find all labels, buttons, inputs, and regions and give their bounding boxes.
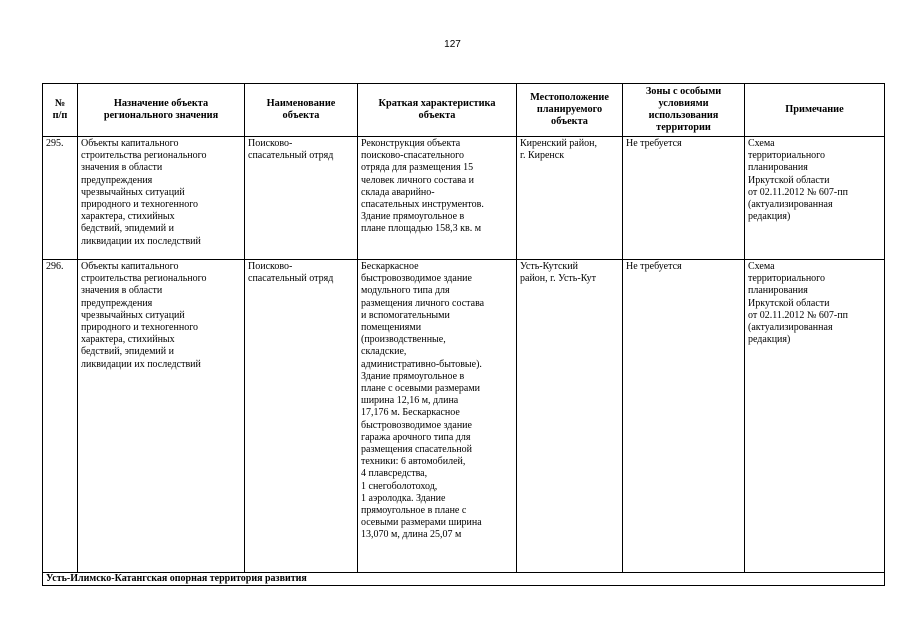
row-purpose: Объекты капитального строительства регионального значения в области предупреждения чрезвычайных ситуаций природного и техногенного характера, стихийных бедствий, эпидемий и ликвидации их последствий bbox=[78, 260, 245, 573]
header-number: № п/п bbox=[43, 84, 78, 137]
header-description: Краткая характеристика объекта bbox=[358, 84, 517, 137]
row-note: Схема территориального планирования Иркутской области от 02.11.2012 № 607-пп (актуализированная редакция) bbox=[745, 137, 885, 260]
section-row bbox=[43, 573, 885, 586]
row-object-name: Поисково- спасательный отряд bbox=[245, 260, 358, 573]
row-purpose: Объекты капитального строительства регионального значения в области предупреждения чрезвычайных ситуаций природного и техногенного характера, стихийных бедствий, эпидемий и ликвидации их последствий bbox=[78, 137, 245, 260]
header-purpose: Назначение объекта регионального значения bbox=[78, 84, 245, 137]
row-object-name: Поисково- спасательный отряд bbox=[245, 137, 358, 260]
header-zones: Зоны с особыми условиями использования территории bbox=[623, 84, 745, 137]
table-row bbox=[43, 137, 885, 260]
table-header-row bbox=[43, 84, 885, 137]
table-row bbox=[43, 260, 885, 573]
row-location: Киренский район, г. Киренск bbox=[517, 137, 623, 260]
page-number: 127 bbox=[444, 39, 461, 50]
row-note: Схема территориального планирования Иркутской области от 02.11.2012 № 607-пп (актуализированная редакция) bbox=[745, 260, 885, 573]
row-location: Усть-Кутский район, г. Усть-Кут bbox=[517, 260, 623, 573]
row-number: 295. bbox=[43, 137, 78, 260]
row-zones: Не требуется bbox=[623, 137, 745, 260]
regional-objects-table bbox=[42, 83, 885, 586]
row-zones: Не требуется bbox=[623, 260, 745, 573]
row-description: Бескаркасное быстровозводимое здание модульного типа для размещения личного состава и вспомогательными помещениями (производственные, складские, административно-бытовые). Здание прямоугольное в плане с осевыми размерами ширина 12,16 м, длина 17,176 м. Бескаркасное быстровозводимое здание гаража арочного типа для размещения спасательной техники: 6 автомобилей, 4 плавсредства, 1 снегоболотоход, 1 аэролодка. Здание прямоугольное в плане с осевыми размерами ширина 13,070 м, длина 25,07 м bbox=[358, 260, 517, 573]
row-number: 296. bbox=[43, 260, 78, 573]
header-note: Примечание bbox=[745, 84, 885, 137]
section-title: Усть-Илимско-Катангская опорная территория развития bbox=[43, 573, 885, 586]
row-description: Реконструкция объекта поисково-спасательного отряда для размещения 15 человек личного состава и склада аварийно- спасательных инструментов. Здание прямоугольное в плане площадью 158,3 кв. м bbox=[358, 137, 517, 260]
header-name: Наименование объекта bbox=[245, 84, 358, 137]
header-location: Местоположение планируемого объекта bbox=[517, 84, 623, 137]
